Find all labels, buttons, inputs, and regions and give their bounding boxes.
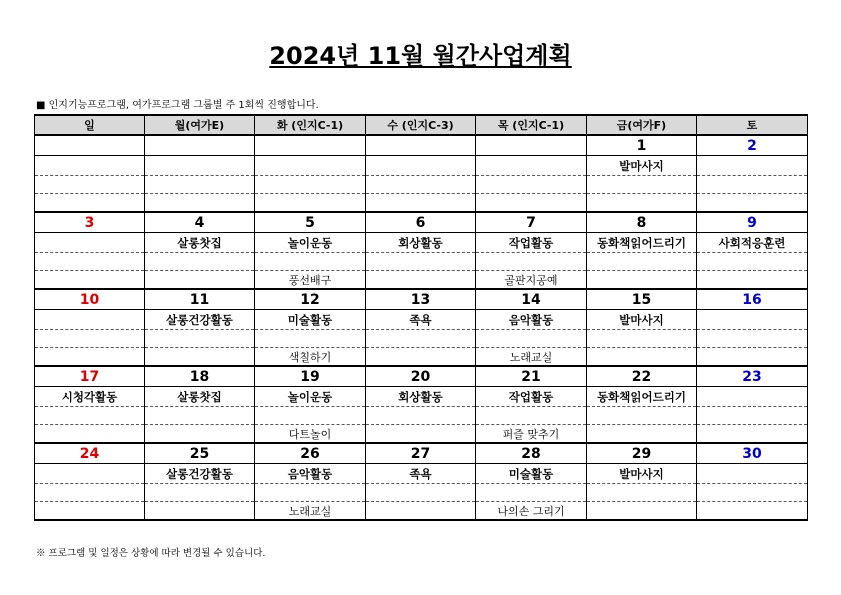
program-cell — [255, 156, 366, 176]
extra-cell — [587, 253, 697, 271]
program-cell: 살롱건강활동 — [145, 464, 255, 484]
program-cell: 발마사지 — [587, 310, 697, 330]
program-cell: 회상활동 — [366, 387, 476, 407]
activity-cell: 노래교실 — [476, 348, 587, 367]
date-cell: 11 — [145, 289, 255, 310]
program-cell: 살롱찻집 — [145, 387, 255, 407]
activity-cell — [366, 502, 476, 521]
activity-cell — [587, 502, 697, 521]
program-cell: 족욕 — [366, 310, 476, 330]
activity-cell: 퍼즐 맞추기 — [476, 425, 587, 444]
schedule-footnote: ※ 프로그램 및 일정은 상황에 따라 변경될 수 있습니다. — [36, 548, 266, 559]
program-cell — [145, 156, 255, 176]
extra-cell — [145, 330, 255, 348]
activity-cell: 색칠하기 — [255, 348, 366, 367]
date-cell: 21 — [476, 366, 587, 387]
date-cell: 5 — [255, 212, 366, 233]
activity-cell — [145, 271, 255, 290]
date-cell: 6 — [366, 212, 476, 233]
date-cell: 18 — [145, 366, 255, 387]
header-sat: 토 — [697, 115, 808, 135]
program-cell — [697, 310, 808, 330]
activity-cell — [587, 271, 697, 290]
activity-cell — [697, 502, 808, 521]
date-cell: 13 — [366, 289, 476, 310]
activity-cell — [697, 348, 808, 367]
extra-cell — [255, 484, 366, 502]
activity-row — [35, 194, 808, 213]
extra-row — [35, 484, 808, 502]
activity-cell — [145, 502, 255, 521]
program-cell — [697, 387, 808, 407]
date-cell: 17 — [35, 366, 145, 387]
date-row — [35, 443, 808, 464]
activity-cell — [366, 348, 476, 367]
extra-cell — [35, 330, 145, 348]
activity-cell — [587, 425, 697, 444]
extra-cell — [587, 484, 697, 502]
date-cell: 3 — [35, 212, 145, 233]
program-note: ■ 인지기능프로그램, 여가프로그램 그룹별 주 1회씩 진행합니다. — [36, 100, 319, 111]
program-row — [35, 310, 808, 330]
program-cell: 사회적응훈련 — [697, 233, 808, 253]
extra-cell — [697, 253, 808, 271]
extra-row — [35, 407, 808, 425]
program-cell: 미술활동 — [255, 310, 366, 330]
extra-cell — [476, 253, 587, 271]
activity-cell: 나의손 그리기 — [476, 502, 587, 521]
date-cell: 2 — [697, 135, 808, 156]
date-cell: 15 — [587, 289, 697, 310]
header-wed: 수 (인지C-3) — [366, 115, 476, 135]
extra-cell — [476, 484, 587, 502]
extra-cell — [476, 330, 587, 348]
date-cell: 25 — [145, 443, 255, 464]
program-cell — [35, 156, 145, 176]
program-cell: 동화책읽어드리기 — [587, 387, 697, 407]
date-cell: 14 — [476, 289, 587, 310]
activity-cell — [35, 425, 145, 444]
date-cell: 8 — [587, 212, 697, 233]
program-cell: 회상활동 — [366, 233, 476, 253]
extra-cell — [366, 176, 476, 194]
extra-cell — [145, 253, 255, 271]
activity-cell — [145, 194, 255, 213]
date-cell: 27 — [366, 443, 476, 464]
header-fri: 금(여가F) — [587, 115, 697, 135]
activity-cell — [697, 194, 808, 213]
extra-cell — [476, 176, 587, 194]
extra-cell — [697, 330, 808, 348]
program-cell — [697, 464, 808, 484]
activity-cell — [697, 271, 808, 290]
program-cell — [697, 156, 808, 176]
extra-cell — [145, 176, 255, 194]
activity-cell — [366, 271, 476, 290]
activity-cell — [366, 425, 476, 444]
program-cell: 미술활동 — [476, 464, 587, 484]
date-row — [35, 135, 808, 156]
extra-cell — [366, 330, 476, 348]
date-cell: 9 — [697, 212, 808, 233]
extra-cell — [255, 407, 366, 425]
activity-cell — [587, 348, 697, 367]
calendar-table — [34, 114, 808, 521]
program-cell — [35, 310, 145, 330]
program-cell: 놀이운동 — [255, 387, 366, 407]
program-cell — [35, 233, 145, 253]
date-cell: 4 — [145, 212, 255, 233]
activity-cell — [587, 194, 697, 213]
extra-cell — [35, 484, 145, 502]
extra-cell — [145, 407, 255, 425]
program-cell: 음악활동 — [255, 464, 366, 484]
activity-cell — [366, 194, 476, 213]
program-cell: 시청각활동 — [35, 387, 145, 407]
program-row — [35, 464, 808, 484]
extra-cell — [255, 253, 366, 271]
activity-cell: 노래교실 — [255, 502, 366, 521]
date-cell — [145, 135, 255, 156]
date-row — [35, 289, 808, 310]
extra-row — [35, 176, 808, 194]
activity-cell — [35, 194, 145, 213]
program-cell: 족욕 — [366, 464, 476, 484]
date-cell: 1 — [587, 135, 697, 156]
program-cell: 작업활동 — [476, 233, 587, 253]
date-cell: 19 — [255, 366, 366, 387]
program-cell: 음악활동 — [476, 310, 587, 330]
program-cell: 발마사지 — [587, 156, 697, 176]
date-cell: 26 — [255, 443, 366, 464]
date-cell: 28 — [476, 443, 587, 464]
date-row — [35, 366, 808, 387]
activity-row — [35, 348, 808, 367]
extra-cell — [366, 253, 476, 271]
activity-cell: 풍선배구 — [255, 271, 366, 290]
program-cell: 놀이운동 — [255, 233, 366, 253]
activity-cell — [35, 271, 145, 290]
activity-cell — [255, 194, 366, 213]
activity-cell — [35, 348, 145, 367]
activity-row — [35, 425, 808, 444]
extra-cell — [476, 407, 587, 425]
date-cell: 10 — [35, 289, 145, 310]
header-tue: 화 (인지C-1) — [255, 115, 366, 135]
date-cell — [35, 135, 145, 156]
date-cell — [366, 135, 476, 156]
extra-cell — [587, 176, 697, 194]
extra-cell — [145, 484, 255, 502]
header-row — [35, 115, 808, 135]
activity-row — [35, 502, 808, 521]
program-row — [35, 156, 808, 176]
header-sun: 일 — [35, 115, 145, 135]
activity-cell — [145, 348, 255, 367]
date-cell: 12 — [255, 289, 366, 310]
extra-cell — [366, 484, 476, 502]
header-thu: 목 (인지C-1) — [476, 115, 587, 135]
activity-cell — [476, 194, 587, 213]
activity-cell: 골판지공예 — [476, 271, 587, 290]
activity-cell — [145, 425, 255, 444]
program-cell: 살롱건강활동 — [145, 310, 255, 330]
date-cell — [255, 135, 366, 156]
activity-row — [35, 271, 808, 290]
extra-cell — [587, 330, 697, 348]
date-cell: 16 — [697, 289, 808, 310]
date-cell: 29 — [587, 443, 697, 464]
date-cell: 22 — [587, 366, 697, 387]
extra-cell — [697, 176, 808, 194]
program-cell — [366, 156, 476, 176]
date-row — [35, 212, 808, 233]
date-cell: 20 — [366, 366, 476, 387]
extra-row — [35, 330, 808, 348]
extra-cell — [35, 253, 145, 271]
program-row — [35, 387, 808, 407]
page-title: 2024년 11월 월간사업계획 — [269, 42, 572, 70]
extra-cell — [697, 407, 808, 425]
date-cell — [476, 135, 587, 156]
program-cell: 작업활동 — [476, 387, 587, 407]
program-cell: 동화책읽어드리기 — [587, 233, 697, 253]
program-row — [35, 233, 808, 253]
activity-cell — [35, 502, 145, 521]
program-cell: 발마사지 — [587, 464, 697, 484]
header-mon: 월(여가E) — [145, 115, 255, 135]
date-cell: 7 — [476, 212, 587, 233]
activity-cell: 다트놀이 — [255, 425, 366, 444]
extra-cell — [35, 407, 145, 425]
program-cell — [476, 156, 587, 176]
extra-cell — [587, 407, 697, 425]
activity-cell — [697, 425, 808, 444]
extra-cell — [255, 330, 366, 348]
date-cell: 24 — [35, 443, 145, 464]
date-cell: 23 — [697, 366, 808, 387]
extra-cell — [697, 484, 808, 502]
program-cell: 살롱찻집 — [145, 233, 255, 253]
date-cell: 30 — [697, 443, 808, 464]
program-cell — [35, 464, 145, 484]
extra-cell — [35, 176, 145, 194]
extra-cell — [255, 176, 366, 194]
extra-cell — [366, 407, 476, 425]
extra-row — [35, 253, 808, 271]
